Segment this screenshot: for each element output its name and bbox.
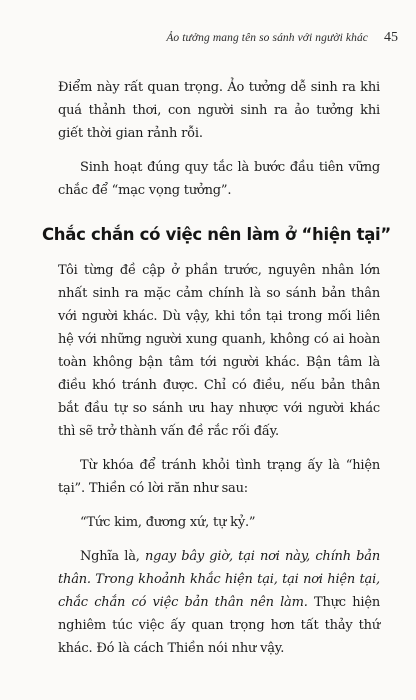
paragraph-6-italic: ngay bây giờ, tại nơi này, chính bản thân. Trong khoảnh khắc hiện tại, tại nơi hiện tại, chắc chắn có việc bản thân nên làm. [58, 549, 380, 610]
paragraph-6-lead: Nghĩa là, [80, 549, 145, 564]
section-heading: Chắc chắn có việc nên làm ở “hiện tại” [42, 225, 391, 244]
paragraph-3: Tôi từng đề cập ở phần trước, nguyên nhân lớn nhất sinh ra mặc cảm chính là so sánh bản thân với người khác. Dù vậy, khi tồn tại trong mối liên hệ với những người xung quanh, không có ai hoàn toàn không bận tâm tới người khác. Bận tâm là điều khó tránh được. Chỉ có điều, nếu bản thân bắt đầu tự so sánh ưu hay nhược với người khác thì sẽ trở thành vấn đề rắc rối đấy. [58, 263, 380, 439]
paragraph-6-tail: Thực hiện nghiêm túc việc ấy quan trọng hơn tất thảy thứ khác. Đó là cách Thiền nói như vậy. [58, 595, 380, 656]
paragraph-4: Từ khóa để tránh khỏi tình trạng ấy là “hiện tại”. Thiền có lời răn như sau: [58, 458, 380, 496]
quote-paragraph: “Tức kim, đương xứ, tự kỷ.” [80, 515, 256, 530]
paragraph-1: Điểm này rất quan trọng. Ảo tưởng dễ sinh ra khi quá thảnh thơi, con người sinh ra ảo tưởng khi giết thời gian rảnh rỗi. [58, 80, 380, 141]
paragraph-6 [58, 545, 380, 660]
running-header [20, 30, 398, 50]
paragraph-2: Sinh hoạt đúng quy tắc là bước đầu tiên vững chắc để “mạc vọng tưởng”. [58, 160, 380, 198]
page-body [42, 76, 391, 671]
running-title: Ảo tưởng mang tên so sánh với người khác [166, 32, 368, 44]
page-number: 45 [384, 30, 398, 45]
